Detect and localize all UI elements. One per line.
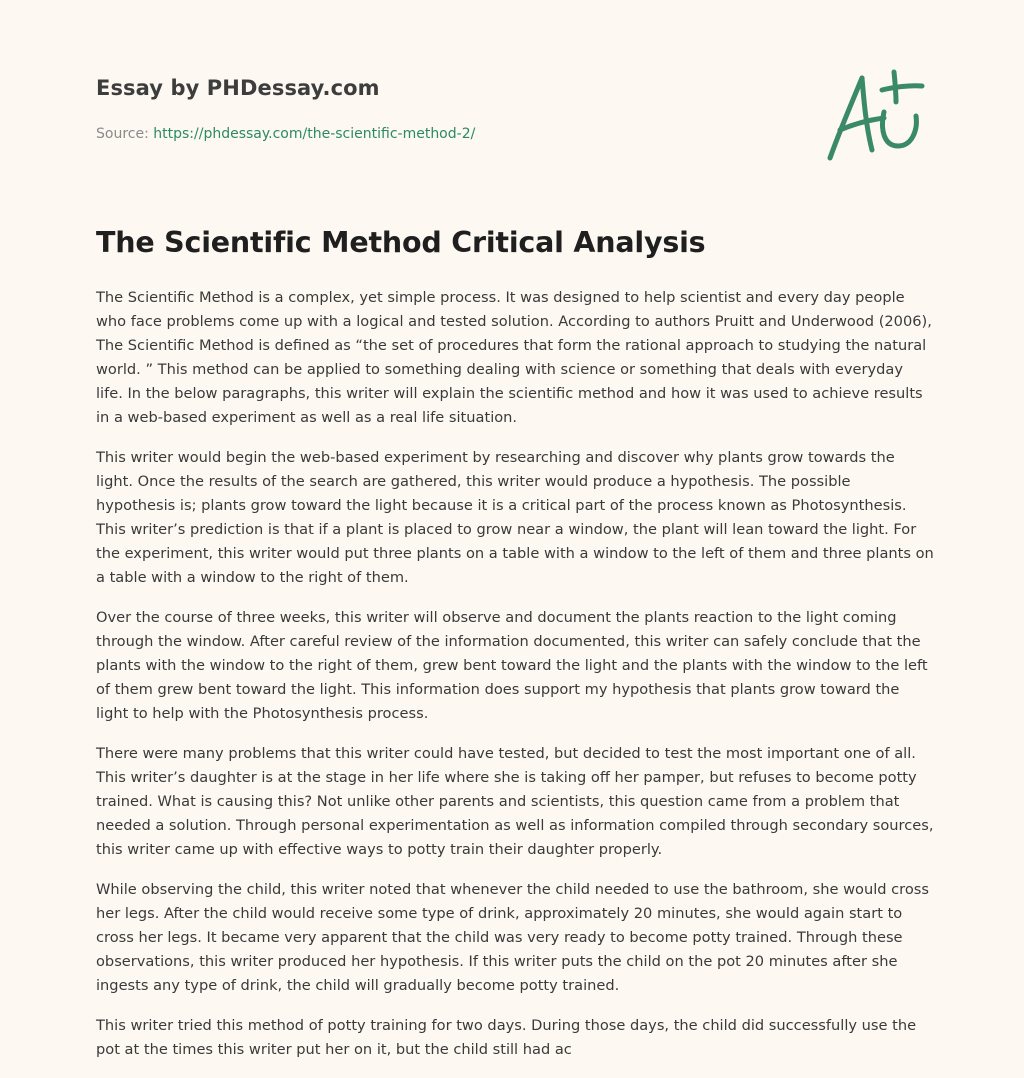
article-body (96, 286, 934, 1078)
article-paragraph: Over the course of three weeks, this writer will observe and document the plants reaction to the light coming through the window. After careful review of the information documented, this writer can safely conclude that the plants with the window to the right of them, grew bent toward the light and the plants with the window to the left of them grew bent toward the light. This information does support my hypothesis that plants grow toward the light to help with the Photosynthesis process. (96, 609, 928, 722)
article-paragraph: There were many problems that this writer could have tested, but decided to test the most important one of all. This writer’s daughter is at the stage in her life where she is taking off her pamper, but refuses to become potty trained. What is causing this? Not unlike other parents and scientists, this question came from a problem that needed a solution. Through personal experimentation as well as information compiled through secondary sources, this writer came up with effective ways to potty train their daughter properly. (96, 745, 934, 858)
source-line (96, 126, 475, 142)
article-paragraph: The Scientific Method is a complex, yet simple process. It was designed to help scientist and every day people who face problems come up with a logical and tested solution. According to authors Pruitt and Underwood (2006), The Scientific Method is defined as “the set of procedures that form the rational approach to studying the natural world. ” This method can be applied to something dealing with science or something that deals with everyday life. In the below paragraphs, this writer will explain the scientific method and how it was used to achieve results in a web-based experiment as well as a real life situation. (96, 289, 932, 426)
source-label: Source: (96, 126, 149, 142)
a-plus-logo-icon (822, 68, 928, 164)
article-paragraph: This writer tried this method of potty training for two days. During those days, the child did successfully use the pot at the times this writer put her on it, but the child still had ac (96, 1017, 917, 1058)
article-paragraph: While observing the child, this writer noted that whenever the child needed to use the bathroom, she would cross her legs. After the child would receive some type of drink, approximately 20 minutes, she would again start to cross her legs. It became very apparent that the child was very ready to become potty trained. Through these observations, this writer produced her hypothesis. If this writer puts the child on the pot 20 minutes after she ingests any type of drink, the child will gradually become potty trained. (96, 881, 929, 994)
article-paragraph: This writer would begin the web-based experiment by researching and discover why plants grow towards the light. Once the results of the search are gathered, this writer would produce a hypothesis. The possible hypothesis is; plants grow toward the light because it is a critical part of the process known as Photosynthesis. This writer’s prediction is that if a plant is placed to grow near a window, the plant will lean toward the light. For the experiment, this writer would put three plants on a table with a window to the left of them and three plants on a table with a window to the right of them. (96, 449, 934, 586)
source-link[interactable]: https://phdessay.com/the-scientific-method-2/ (153, 126, 476, 142)
article-title: The Scientific Method Critical Analysis (96, 226, 706, 259)
header (96, 76, 796, 142)
brand-title: Essay by PHDessay.com (96, 76, 380, 100)
